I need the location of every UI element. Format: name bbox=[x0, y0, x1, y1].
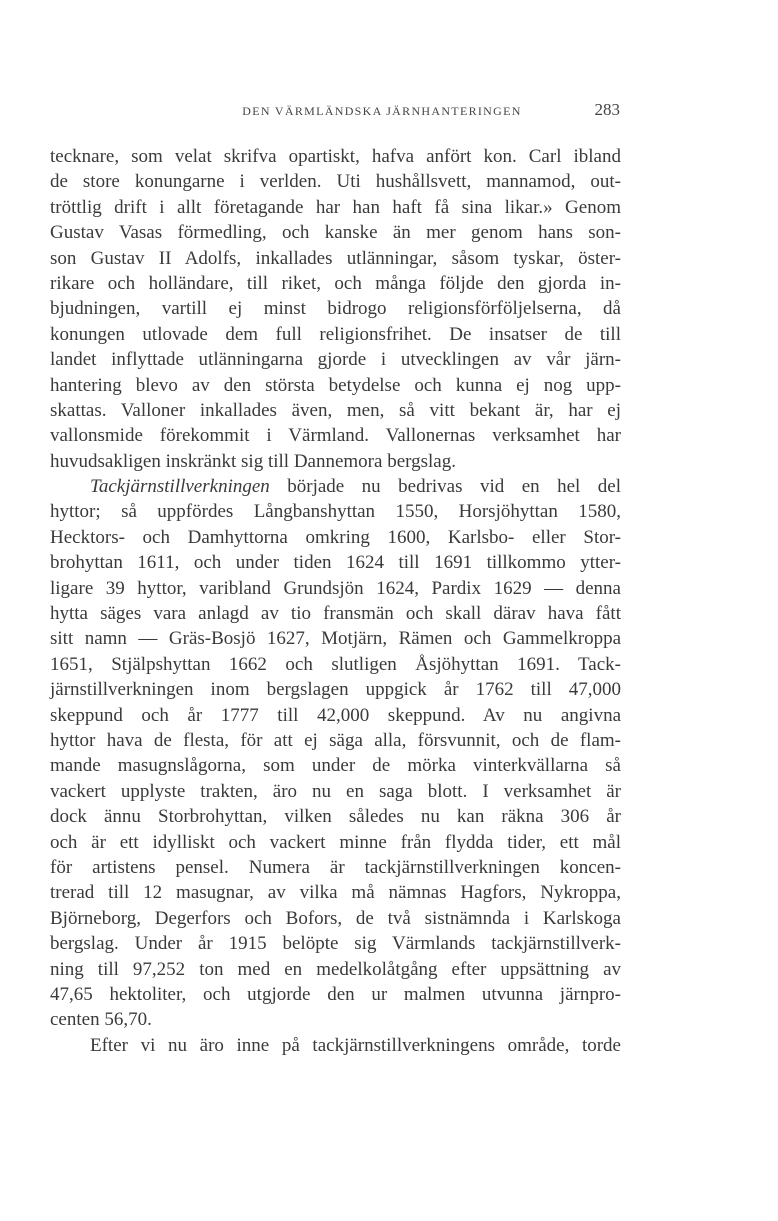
text-line bbox=[50, 601, 621, 626]
line-text: de store konungarne i verlden. Uti hushållsvett, mannamod, out- bbox=[50, 171, 621, 193]
line-text: konungen utlovade dem full religionsfrihet. De insatser de till bbox=[50, 323, 621, 345]
line-text: Gustav Vasas förmedling, och kanske än mer genom hans son- bbox=[50, 222, 621, 244]
text-line bbox=[50, 880, 621, 905]
text-line bbox=[50, 703, 621, 728]
text-line bbox=[50, 220, 621, 245]
text-line bbox=[50, 1033, 621, 1058]
line-text: hantering blevo av den största betydelse och kunna ej nog upp- bbox=[50, 374, 621, 396]
line-text: mande masugnslågorna, som under de mörka vinterkvällarna så bbox=[50, 755, 621, 777]
running-header: DEN VÄRMLÄNDSKA JÄRNHANTERINGEN bbox=[242, 104, 522, 118]
text-line bbox=[50, 906, 621, 931]
line-text: Hecktors- och Damhyttorna omkring 1600, Karlsbo- eller Stor- bbox=[50, 526, 621, 548]
text-line bbox=[50, 423, 621, 448]
page-number: 283 bbox=[594, 100, 620, 119]
text-line bbox=[50, 373, 621, 398]
text-line bbox=[50, 931, 621, 956]
line-text: vackert upplyste trakten, äro nu en saga blott. I verksamhet är bbox=[50, 780, 621, 802]
text-line bbox=[50, 246, 621, 271]
line-text: bergslag. Under år 1915 belöpte sig Värmlands tackjärnstillverk- bbox=[50, 933, 621, 955]
line-text: Björneborg, Degerfors och Bofors, de två sistnämnda i Karlskoga bbox=[50, 907, 621, 929]
text-line bbox=[50, 499, 621, 524]
text-line bbox=[50, 550, 621, 575]
text-line bbox=[50, 449, 621, 474]
text-line bbox=[50, 652, 621, 677]
italic-term: Tackjärnstillverkningen bbox=[90, 476, 270, 498]
text-line bbox=[50, 525, 621, 550]
line-text: hyttor; så uppfördes Långbanshyttan 1550, Horsjöhyttan 1580, bbox=[50, 501, 621, 523]
line-text: tröttlig drift i allt företagande har han haft få sina likar.» Genom bbox=[50, 196, 621, 218]
text-line bbox=[50, 830, 621, 855]
text-line bbox=[50, 195, 621, 220]
line-text: tecknare, som velat skrifva opartiskt, hafva anfört kon. Carl ibland bbox=[50, 146, 621, 167]
line-text: son Gustav II Adolfs, inkallades utlänningar, såsom tyskar, öster- bbox=[50, 247, 621, 269]
text-line bbox=[50, 322, 621, 347]
text-line bbox=[50, 144, 621, 169]
text-line bbox=[50, 753, 621, 778]
text-line bbox=[50, 398, 621, 423]
text-line bbox=[50, 626, 621, 651]
text-line bbox=[50, 576, 621, 601]
line-text: och är ett idylliskt och vackert minne från flydda tider, ett mål bbox=[50, 831, 621, 853]
line-text: sitt namn — Gräs-Bosjö 1627, Motjärn, Rämen och Gammelkroppa bbox=[50, 628, 621, 650]
line-text: landet inflyttade utlänningarna gjorde i utvecklingen av vår järn- bbox=[50, 349, 621, 371]
line-text: hyttor hava de flesta, för att ej säga alla, försvunnit, och de flam- bbox=[50, 729, 621, 751]
text-line bbox=[50, 677, 621, 702]
line-text: rikare och holländare, till riket, och många följde den gjorda in- bbox=[50, 272, 621, 294]
line-text: ning till 97,252 ton med en medelkolåtgång efter uppsättning av bbox=[50, 958, 621, 980]
line-text: började nu bedrivas vid en hel del bbox=[269, 476, 621, 498]
line-text: skeppund och år 1777 till 42,000 skeppund. Av nu angivna bbox=[50, 704, 621, 726]
text-line bbox=[50, 296, 621, 321]
line-text: ligare 39 hyttor, varibland Grundsjön 1624, Pardix 1629 — denna bbox=[50, 577, 621, 599]
body-text bbox=[50, 144, 621, 1058]
line-text: dock ännu Storbrohyttan, vilken således nu kan räkna 306 år bbox=[50, 806, 621, 828]
line-text: järnstillverkningen inom bergslagen uppgick år 1762 till 47,000 bbox=[50, 679, 621, 701]
text-line bbox=[50, 1007, 621, 1032]
text-line bbox=[50, 855, 621, 880]
line-text: 1651, Stjälpshyttan 1662 och slutligen Åsjöhyttan 1691. Tack- bbox=[50, 653, 621, 675]
line-text: huvudsakligen inskränkt sig till Dannemora bergslag. bbox=[50, 450, 456, 472]
line-text: Efter vi nu äro inne på tackjärnstillverkningens område, torde bbox=[90, 1034, 621, 1056]
line-text: 47,65 hektoliter, och utgjorde den ur malmen utvunna järnpro- bbox=[50, 983, 621, 1005]
line-text: trerad till 12 masugnar, av vilka må nämnas Hagfors, Nykroppa, bbox=[50, 882, 621, 904]
line-text: vallonsmide förekommit i Värmland. Vallonernas verksamhet har bbox=[50, 425, 621, 447]
line-text: brohyttan 1611, och under tiden 1624 till 1691 tillkommo ytter- bbox=[50, 552, 621, 574]
text-line bbox=[50, 982, 621, 1007]
text-line bbox=[50, 728, 621, 753]
text-line bbox=[50, 804, 621, 829]
text-line bbox=[50, 169, 621, 194]
text-line bbox=[50, 347, 621, 372]
text-line bbox=[50, 957, 621, 982]
line-text: bjudningen, vartill ej minst bidrogo religionsförföljelserna, då bbox=[50, 298, 621, 320]
line-text: för artistens pensel. Numera är tackjärnstillverkningen koncen- bbox=[50, 856, 621, 878]
line-text: skattas. Valloner inkallades även, men, så vitt bekant är, har ej bbox=[50, 399, 621, 421]
text-line bbox=[50, 271, 621, 296]
line-text: hytta säges vara anlagd av tio fransmän och skall därav hava fått bbox=[50, 603, 621, 625]
text-line bbox=[50, 779, 621, 804]
text-line bbox=[50, 474, 621, 499]
line-text: centen 56,70. bbox=[50, 1009, 152, 1031]
